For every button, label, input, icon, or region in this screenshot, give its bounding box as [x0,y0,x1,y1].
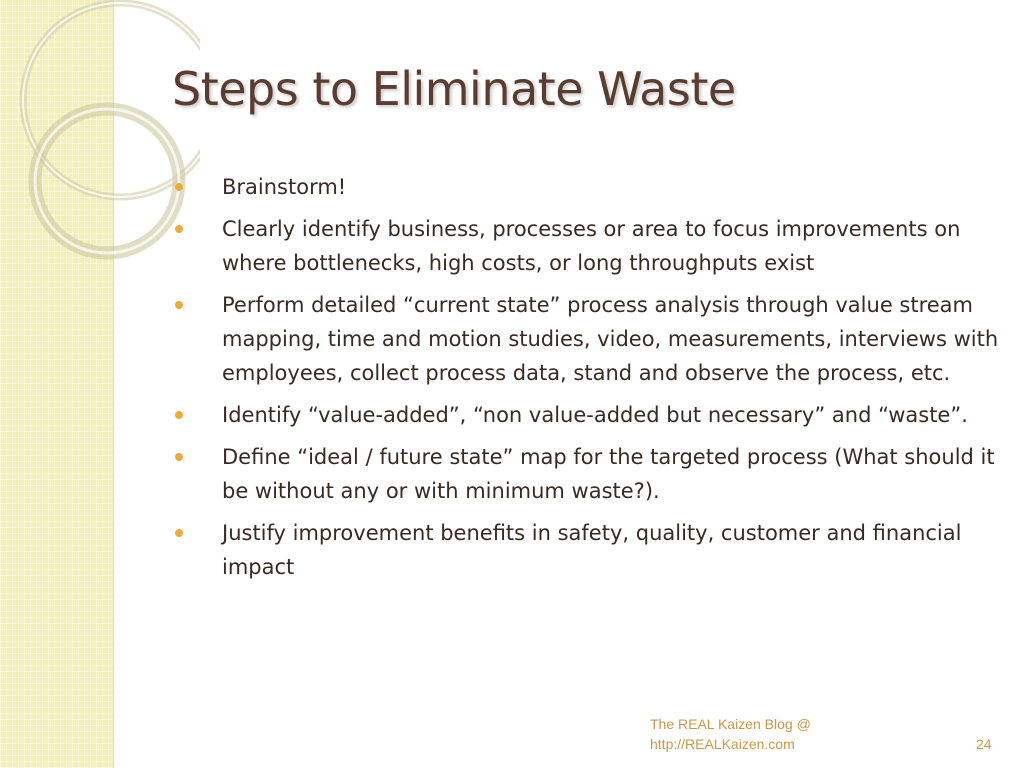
bullet-text: Clearly identify business, processes or area to focus improvements on where bottlenecks, high costs, or long throughputs exist [222,217,961,275]
bullet-text: Perform detailed “current state” process analysis through value stream mapping, time and motion studies, video, measurements, interviews with employees, collect process data, stand and observe the process, etc. [222,293,999,385]
bullet-icon [175,453,183,461]
bullet-text: Define “ideal / future state” map for the targeted process (What should it be without any or with minimum waste?). [222,445,995,503]
decorative-rings [0,0,200,300]
bullet-icon [175,225,183,233]
bullet-text: Brainstorm! [222,175,347,199]
bullet-item [172,398,1002,432]
bullet-icon [175,529,183,537]
bullet-icon [175,301,183,309]
bullet-item [172,516,1002,584]
bullet-item [172,440,1002,508]
bullet-icon [175,411,183,419]
bullet-text: Justify improvement benefits in safety, quality, customer and financial impact [222,521,962,579]
footer-source [650,714,811,754]
bullet-text: Identify “value-added”, “non value-added but necessary” and “waste”. [222,403,968,427]
bullet-item [172,212,1002,280]
slide-number: 24 [976,736,992,752]
bullet-item [172,170,1002,204]
bullet-list [172,170,1002,592]
slide-title: Steps to Eliminate Waste [172,62,736,116]
footer-line-2: http://REALKaizen.com [650,736,795,752]
bullet-icon [175,183,183,191]
footer-line-1: The REAL Kaizen Blog @ [650,716,811,732]
bullet-item [172,288,1002,390]
